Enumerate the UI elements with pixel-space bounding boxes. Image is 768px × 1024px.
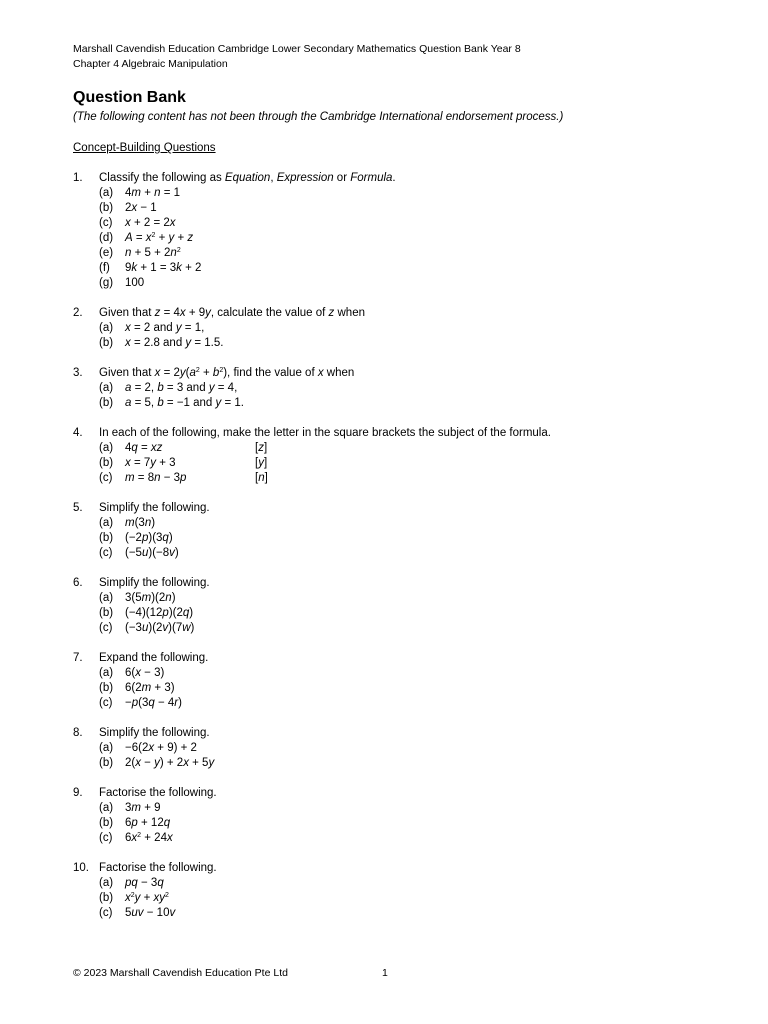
question-stem xyxy=(73,426,693,441)
question-number: 6. xyxy=(73,577,83,589)
question-text: Given that $x = 2y(a^2 + b^2)$, find the value of x when xyxy=(99,367,355,379)
part-expression: (−5u)(−8v) xyxy=(125,547,179,559)
question-stem xyxy=(73,576,693,591)
page-number: 1 xyxy=(382,967,388,979)
question-part xyxy=(99,681,693,696)
part-label: (a) xyxy=(99,517,114,529)
question-text: Simplify the following. xyxy=(99,727,210,739)
question xyxy=(73,366,693,411)
question-part xyxy=(99,801,693,816)
question-part xyxy=(99,891,693,906)
question xyxy=(73,171,693,291)
part-expression: m(3n) xyxy=(125,517,156,529)
question-stem xyxy=(73,501,693,516)
question xyxy=(73,501,693,561)
question-text: Factorise the following. xyxy=(99,787,217,799)
part-label: (b) xyxy=(99,532,114,544)
section-heading: Concept-Building Questions xyxy=(73,142,216,154)
part-expression: x + 2 = 2x xyxy=(125,217,176,229)
question-number: 10. xyxy=(73,862,89,874)
question-part xyxy=(99,231,693,246)
part-label: (c) xyxy=(99,217,113,229)
part-label: (a) xyxy=(99,802,114,814)
part-label: (b) xyxy=(99,757,114,769)
question-parts xyxy=(99,186,693,291)
question-number: 1. xyxy=(73,172,83,184)
part-label: (b) xyxy=(99,337,114,349)
part-label: (b) xyxy=(99,457,114,469)
part-expression: 100 xyxy=(125,277,145,289)
part-expression: 4m + n = 1 xyxy=(125,187,181,199)
question-number: 2. xyxy=(73,307,83,319)
question-text: In each of the following, make the letter in the square brackets the subject of the formula. xyxy=(99,427,551,439)
question-list xyxy=(73,171,693,921)
question-number: 5. xyxy=(73,502,83,514)
question-stem xyxy=(73,786,693,801)
part-label: (f) xyxy=(99,262,110,274)
question-part xyxy=(99,621,693,636)
part-label: (a) xyxy=(99,592,114,604)
question-part xyxy=(99,546,693,561)
part-label: (a) xyxy=(99,442,114,454)
part-expression: a = 5, b = −1 and y = 1. xyxy=(125,397,244,409)
question-part xyxy=(99,666,693,681)
part-label: (b) xyxy=(99,892,114,904)
part-label: (a) xyxy=(99,877,114,889)
part-label: (a) xyxy=(99,382,114,394)
question-parts xyxy=(99,591,693,636)
question-parts xyxy=(99,381,693,411)
question-part xyxy=(99,201,693,216)
question-parts xyxy=(99,441,693,486)
part-expression: −p(3q − 4r) xyxy=(125,697,182,709)
part-expression: $x^2y + xy^2$ xyxy=(125,892,169,904)
question-parts xyxy=(99,516,693,561)
question-part xyxy=(99,246,693,261)
question-part xyxy=(99,831,693,846)
part-label: (c) xyxy=(99,472,113,484)
question-part xyxy=(99,876,693,891)
question-part xyxy=(99,696,693,711)
question-text: Simplify the following. xyxy=(99,577,210,589)
part-expression: 6p + 12q xyxy=(125,817,171,829)
header-line-1: Marshall Cavendish Education Cambridge Lower Secondary Mathematics Question Bank Year 8 xyxy=(73,43,521,55)
question-part xyxy=(99,516,693,531)
question-parts xyxy=(99,801,693,846)
part-expression: −6(2x + 9) + 2 xyxy=(125,742,197,754)
question-part xyxy=(99,336,693,351)
subject-variable: [z] xyxy=(255,442,268,454)
part-expression: 3m + 9 xyxy=(125,802,161,814)
part-expression: 5uv − 10v xyxy=(125,907,176,919)
question-part xyxy=(99,441,693,456)
question-text: Factorise the following. xyxy=(99,862,217,874)
question xyxy=(73,786,693,846)
question-parts xyxy=(99,876,693,921)
part-expression: 6(2m + 3) xyxy=(125,682,175,694)
part-label: (b) xyxy=(99,817,114,829)
question-text: Given that z = 4x + 9y, calculate the value of z when xyxy=(99,307,365,319)
document-page xyxy=(73,42,693,921)
part-label: (e) xyxy=(99,247,114,259)
question-part xyxy=(99,756,693,771)
part-label: (a) xyxy=(99,187,114,199)
part-expression: m = 8n − 3p xyxy=(125,472,187,484)
question-part xyxy=(99,606,693,621)
question-stem xyxy=(73,306,693,321)
question-part xyxy=(99,186,693,201)
running-header xyxy=(73,42,693,72)
question xyxy=(73,651,693,711)
question-stem xyxy=(73,861,693,876)
header-line-2: Chapter 4 Algebraic Manipulation xyxy=(73,58,228,70)
question-part xyxy=(99,531,693,546)
part-expression: 3(5m)(2n) xyxy=(125,592,176,604)
part-expression: x = 2.8 and y = 1.5. xyxy=(125,337,224,349)
question xyxy=(73,306,693,351)
question-part xyxy=(99,471,693,486)
part-expression: (−2p)(3q) xyxy=(125,532,173,544)
part-label: (g) xyxy=(99,277,114,289)
question-part xyxy=(99,906,693,921)
question xyxy=(73,426,693,486)
question-part xyxy=(99,321,693,336)
part-label: (c) xyxy=(99,622,113,634)
subject-variable: [n] xyxy=(255,472,268,484)
question-number: 4. xyxy=(73,427,83,439)
question-stem xyxy=(73,171,693,186)
question-part xyxy=(99,456,693,471)
question-number: 3. xyxy=(73,367,83,379)
question-stem xyxy=(73,651,693,666)
question-parts xyxy=(99,321,693,351)
copyright-text: © 2023 Marshall Cavendish Education Pte Ltd xyxy=(73,967,288,979)
part-expression: 9k + 1 = 3k + 2 xyxy=(125,262,202,274)
part-expression: $n + 5 + 2n^2$ xyxy=(125,247,181,259)
part-label: (c) xyxy=(99,832,113,844)
part-expression: (−3u)(2v)(7w) xyxy=(125,622,195,634)
question-number: 7. xyxy=(73,652,83,664)
part-label: (b) xyxy=(99,682,114,694)
part-expression: 6(x − 3) xyxy=(125,667,165,679)
part-label: (b) xyxy=(99,202,114,214)
question-part xyxy=(99,276,693,291)
question xyxy=(73,576,693,636)
part-expression: x = 2 and y = 1, xyxy=(125,322,205,334)
part-label: (a) xyxy=(99,322,114,334)
question-part xyxy=(99,741,693,756)
part-expression: (−4)(12p)(2q) xyxy=(125,607,194,619)
part-label: (b) xyxy=(99,397,114,409)
question xyxy=(73,861,693,921)
part-label: (a) xyxy=(99,667,114,679)
question-parts xyxy=(99,666,693,711)
question-part xyxy=(99,396,693,411)
page-title: Question Bank xyxy=(73,89,186,106)
question-number: 8. xyxy=(73,727,83,739)
part-expression: x = 7y + 3 xyxy=(125,457,176,469)
part-label: (b) xyxy=(99,607,114,619)
question-part xyxy=(99,216,693,231)
part-expression: 2x − 1 xyxy=(125,202,157,214)
part-expression: 4q = xz xyxy=(125,442,163,454)
page-footer xyxy=(73,966,693,980)
question-stem xyxy=(73,366,693,381)
part-label: (c) xyxy=(99,907,113,919)
part-expression: $A = x^2 + y + z$ xyxy=(125,232,194,244)
question-text: Simplify the following. xyxy=(99,502,210,514)
part-expression: 2(x − y) + 2x + 5y xyxy=(125,757,215,769)
question-part xyxy=(99,261,693,276)
endorsement-note: (The following content has not been through the Cambridge International endorsement process.) xyxy=(73,111,564,123)
part-label: (a) xyxy=(99,742,114,754)
question-stem xyxy=(73,726,693,741)
question-part xyxy=(99,816,693,831)
part-label: (c) xyxy=(99,547,113,559)
part-label: (c) xyxy=(99,697,113,709)
question-parts xyxy=(99,741,693,771)
part-expression: a = 2, b = 3 and y = 4, xyxy=(125,382,238,394)
part-expression: $6x^2 + 24x$ xyxy=(125,832,173,844)
question-part xyxy=(99,591,693,606)
question-part xyxy=(99,381,693,396)
question-text: Classify the following as Equation, Expression or Formula. xyxy=(99,172,396,184)
subject-variable: [y] xyxy=(255,457,268,469)
part-label: (d) xyxy=(99,232,114,244)
question-text: Expand the following. xyxy=(99,652,209,664)
question xyxy=(73,726,693,771)
part-expression: pq − 3q xyxy=(125,877,164,889)
question-number: 9. xyxy=(73,787,83,799)
